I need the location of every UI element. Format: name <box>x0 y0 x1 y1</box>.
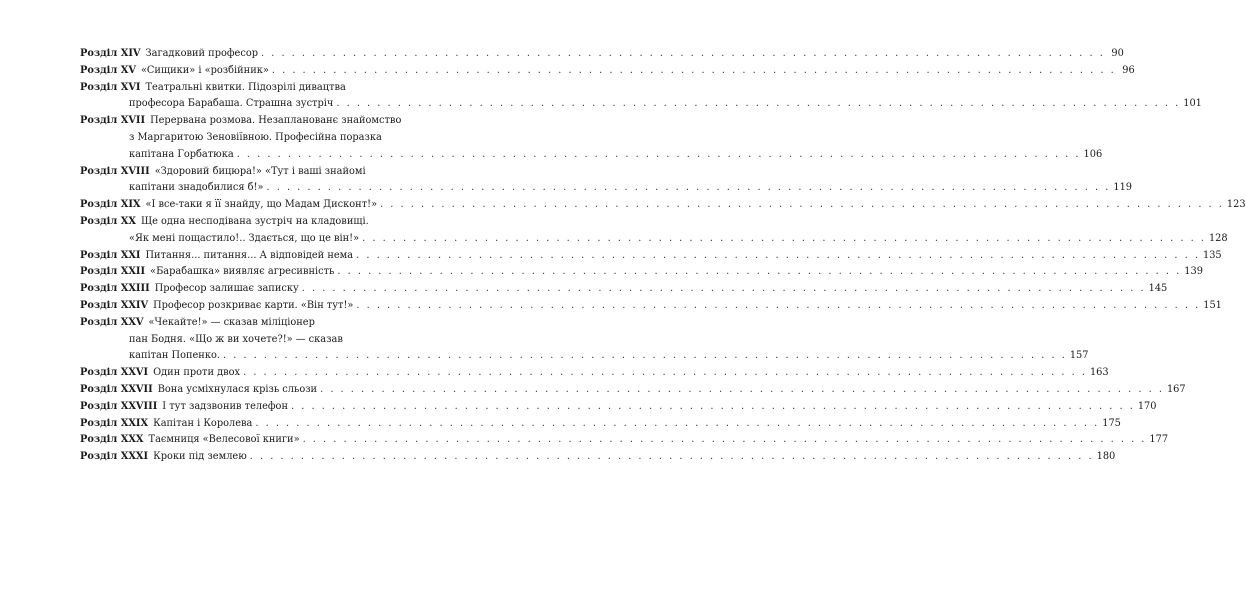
toc-line <box>80 214 432 231</box>
page-number: 135 <box>1202 249 1222 261</box>
chapter-number: Розділ XV <box>80 64 136 76</box>
dot-leader <box>237 147 1081 164</box>
toc-line <box>80 96 1202 113</box>
chapter-number: Розділ XXXI <box>80 451 149 463</box>
toc-entry <box>80 80 1202 114</box>
chapter-title: Театральні квитки. Підозрілі дивацтва <box>145 81 346 93</box>
chapter-title: професора Барабаша. Страшна зустріч <box>129 98 334 110</box>
page-number: 119 <box>1113 182 1133 194</box>
toc-line <box>80 46 1124 63</box>
toc-line <box>80 298 1222 315</box>
page-number: 128 <box>1208 232 1228 244</box>
chapter-title: Загадковий професор <box>145 48 258 59</box>
toc-line <box>80 382 1186 399</box>
page-number: 167 <box>1166 383 1186 395</box>
dot-leader <box>223 348 1067 365</box>
toc-line <box>80 399 1157 416</box>
page-number: 145 <box>1148 283 1168 295</box>
chapter-title: «Сищики» і «розбійник» <box>140 64 269 76</box>
chapter-title: Перервана розмова. Незапланованє знайомство <box>150 115 402 127</box>
toc-entry <box>80 113 1103 163</box>
toc-line <box>80 348 1089 365</box>
dot-leader <box>356 248 1200 265</box>
chapter-number: Розділ XXV <box>80 316 144 328</box>
chapter-title: Вона усміхнулася крізь сльози <box>157 383 318 395</box>
page-number: 96 <box>1122 64 1135 76</box>
toc-line <box>80 315 432 332</box>
toc-line <box>80 365 1109 382</box>
page-number: 106 <box>1083 148 1103 160</box>
chapter-title: пан Бодня. «Що ж ви хочете?!» — сказав <box>129 333 343 345</box>
chapter-number: Розділ XX <box>80 215 136 227</box>
toc-entry <box>80 164 1133 198</box>
toc-entry <box>80 315 1089 365</box>
chapter-number: Розділ XXX <box>80 434 144 446</box>
chapter-number: Розділ XIX <box>80 199 141 211</box>
chapter-title: Питання... питання... А відповідей нема <box>145 249 354 261</box>
chapter-number: Розділ XVIII <box>80 165 150 177</box>
dot-leader <box>250 449 1094 466</box>
toc-entry <box>80 248 1222 265</box>
chapter-title: капітана Горбатюка <box>129 148 234 160</box>
page-number: 90 <box>1111 48 1124 59</box>
dot-leader <box>362 231 1206 248</box>
chapter-number: Розділ XXIII <box>80 283 150 295</box>
chapter-title: Професор розкриває карти. «Він тут!» <box>153 299 354 311</box>
chapter-number: Розділ XXIV <box>80 299 149 311</box>
toc-line <box>80 332 432 349</box>
chapter-number: Розділ XXIX <box>80 417 149 429</box>
dot-leader <box>302 281 1146 298</box>
chapter-title: Таємниця «Велесової книги» <box>148 434 300 446</box>
chapter-number: Розділ XVI <box>80 81 141 93</box>
toc-line <box>80 264 1203 281</box>
toc-line <box>80 164 432 181</box>
dot-leader <box>337 264 1181 281</box>
chapter-title: Професор залишає записку <box>154 283 299 295</box>
chapter-title: Кроки під землею <box>153 451 247 463</box>
toc-entry <box>80 365 1109 382</box>
toc-entry <box>80 449 1116 466</box>
chapter-number: Розділ XIV <box>80 48 141 59</box>
toc-line <box>80 231 1228 248</box>
chapter-title: І тут задзвонив телефон <box>162 400 288 412</box>
dot-leader <box>272 63 1116 80</box>
toc-entry <box>80 46 1124 63</box>
toc-entry <box>80 382 1186 399</box>
chapter-number: Розділ XXVIII <box>80 400 158 412</box>
dot-leader <box>303 432 1147 449</box>
toc-line <box>80 197 1246 214</box>
toc-line <box>80 113 432 130</box>
chapter-title: «І все-таки я її знайду, що Мадам Дисконт!» <box>145 199 378 211</box>
chapter-title: з Маргаритою Зеновіївною. Професійна поразка <box>129 131 382 143</box>
toc-line <box>80 147 1103 164</box>
chapter-title: «Барабашка» виявляє агресивність <box>150 266 335 278</box>
dot-leader <box>243 365 1087 382</box>
toc-entry <box>80 214 1228 248</box>
chapter-number: Розділ XXVII <box>80 383 153 395</box>
dot-leader <box>267 180 1111 197</box>
page-number: 101 <box>1183 98 1202 110</box>
chapter-title: Капітан і Королева <box>153 417 253 429</box>
dot-leader <box>356 298 1200 315</box>
toc-line <box>80 180 1133 197</box>
toc-entry <box>80 197 1246 214</box>
chapter-title: «Чекайте!» — сказав міліціонер <box>148 316 315 328</box>
page-number: 123 <box>1226 199 1246 211</box>
dot-leader <box>261 46 1105 63</box>
toc-entry <box>80 281 1168 298</box>
toc-entry <box>80 432 1169 449</box>
page-number: 139 <box>1184 266 1203 278</box>
page-number: 170 <box>1137 400 1157 412</box>
toc-entry <box>80 399 1157 416</box>
chapter-number: Розділ XXII <box>80 266 146 278</box>
dot-leader <box>320 382 1164 399</box>
chapter-title: Ще одна несподівана зустріч на кладовищі. <box>140 215 369 227</box>
chapter-title: капітан Попенко. <box>129 350 220 362</box>
toc-entry <box>80 63 1135 80</box>
toc-line <box>80 281 1168 298</box>
dot-leader <box>336 96 1180 113</box>
toc-entry <box>80 416 1121 433</box>
toc-line <box>80 248 1222 265</box>
chapter-title: «Здоровий бицюра!» «Тут і ваші знайомі <box>154 165 366 177</box>
page-number: 180 <box>1096 451 1116 463</box>
toc-entry <box>80 264 1203 281</box>
toc-line <box>80 449 1116 466</box>
table-of-contents <box>80 46 1246 466</box>
chapter-title: Один проти двох <box>153 367 241 379</box>
chapter-number: Розділ XXI <box>80 249 141 261</box>
toc-line <box>80 80 432 97</box>
toc-line <box>80 416 1121 433</box>
chapter-title: капітани знадобилися б!» <box>129 182 264 194</box>
toc-line <box>80 63 1135 80</box>
chapter-number: Розділ XVII <box>80 115 146 127</box>
chapter-title: «Як мені пощастило!.. Здається, що це він!» <box>129 232 360 244</box>
toc-entry <box>80 298 1222 315</box>
page-number: 163 <box>1089 367 1109 379</box>
toc-line <box>80 432 1169 449</box>
page-number: 175 <box>1102 417 1121 429</box>
chapter-number: Розділ XXVI <box>80 367 149 379</box>
page-number: 151 <box>1203 299 1222 311</box>
page-number: 177 <box>1149 434 1169 446</box>
dot-leader <box>255 416 1099 433</box>
toc-line <box>80 130 432 147</box>
dot-leader <box>291 399 1135 416</box>
page-number: 157 <box>1069 350 1089 362</box>
dot-leader <box>380 197 1224 214</box>
